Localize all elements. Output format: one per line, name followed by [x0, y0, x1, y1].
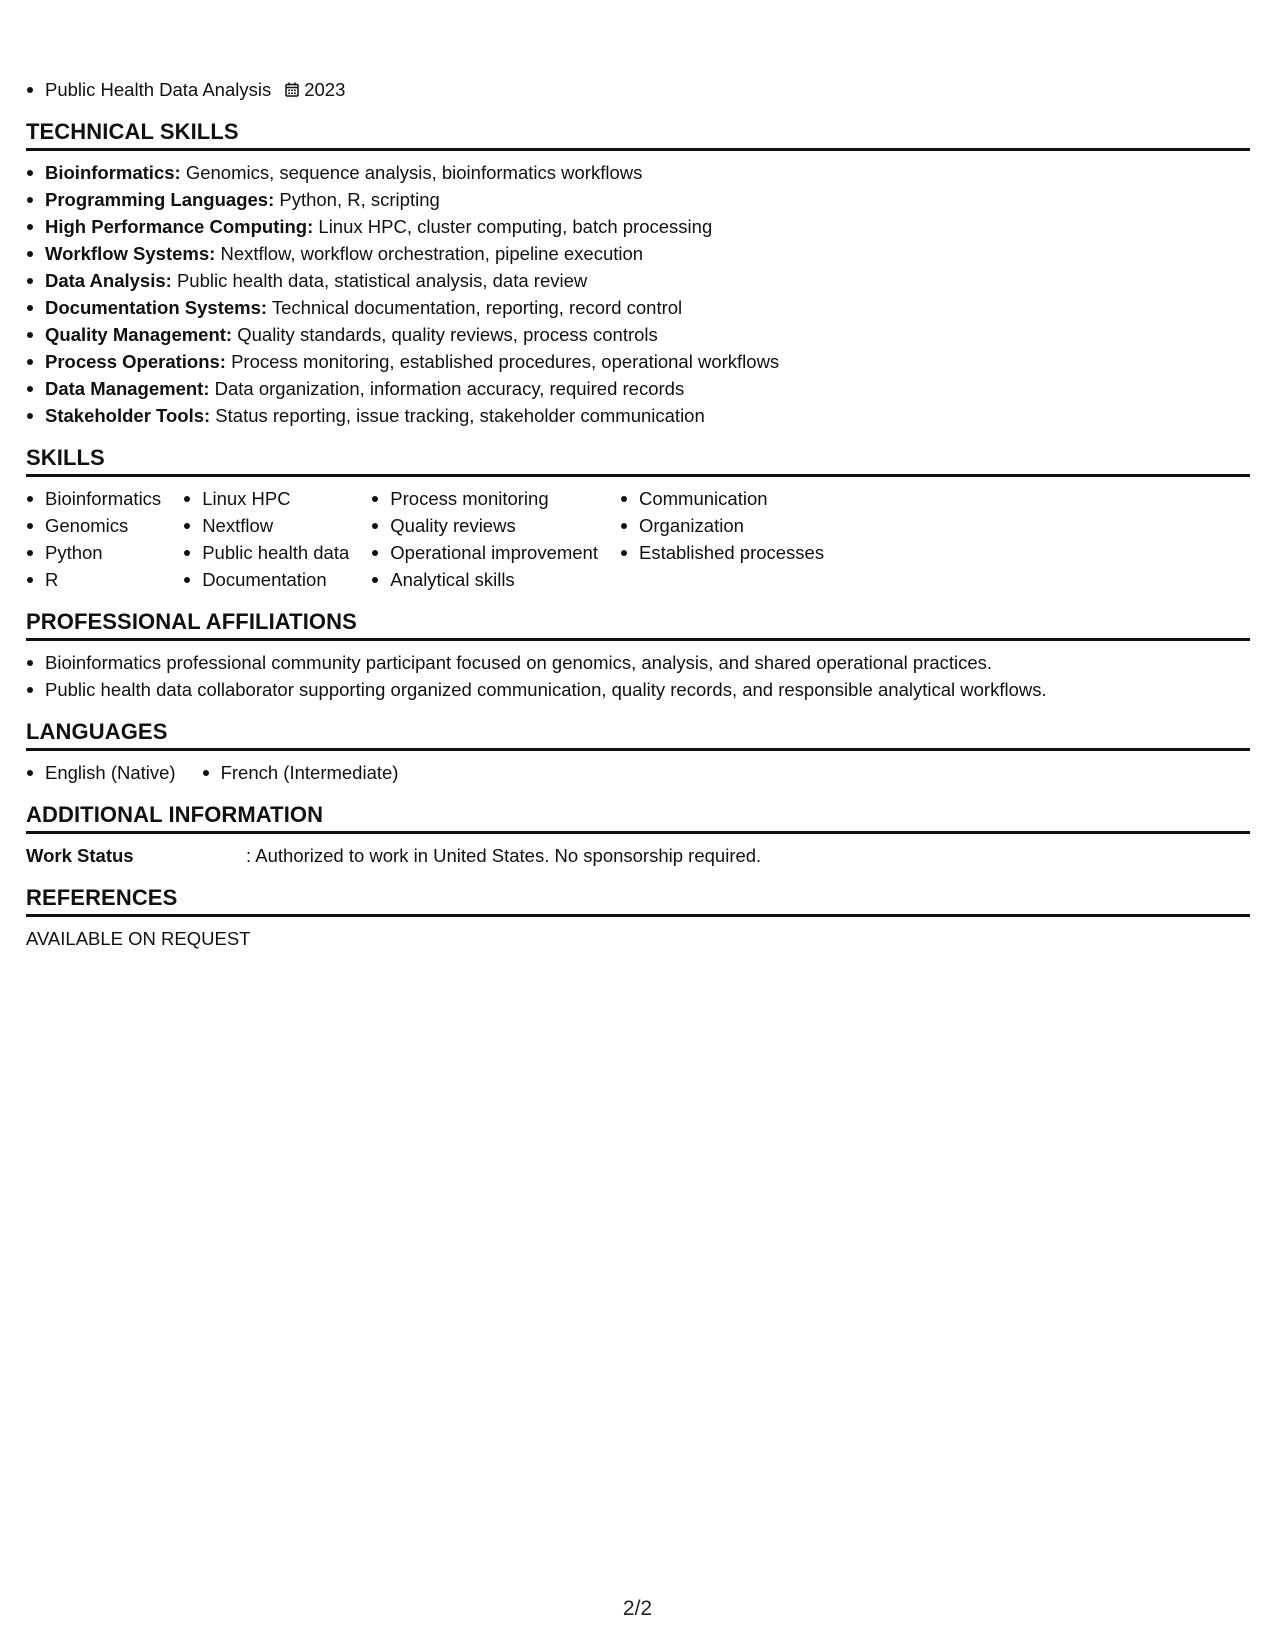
list-item: Organization	[620, 512, 824, 539]
section-title-skills: SKILLS	[26, 445, 1250, 477]
project-item	[26, 76, 1250, 103]
list-item: English (Native)	[26, 759, 176, 786]
list-item: Genomics	[26, 512, 161, 539]
affiliations-section	[26, 609, 1250, 703]
calendar-icon	[285, 82, 299, 97]
list-item: Quality reviews	[371, 512, 598, 539]
list-item: Documentation Systems: Technical documentation, reporting, record control	[26, 294, 1250, 321]
list-item: Established processes	[620, 539, 824, 566]
additional-info-section	[26, 802, 1250, 869]
list-item: Data Management: Data organization, information accuracy, required records	[26, 375, 1250, 402]
resume-page	[26, 76, 1250, 952]
section-title-languages: LANGUAGES	[26, 719, 1250, 751]
list-item: Programming Languages: Python, R, scripting	[26, 186, 1250, 213]
project-list	[26, 76, 1250, 103]
list-item: Bioinformatics professional community participant focused on genomics, analysis, and shared operational practices.	[26, 649, 1250, 676]
list-item: Linux HPC	[183, 485, 349, 512]
languages-section	[26, 719, 1250, 786]
project-name: Public Health Data Analysis	[45, 79, 272, 100]
work-status-value: : Authorized to work in United States. No sponsorship required.	[246, 845, 762, 866]
section-title-technical-skills: TECHNICAL SKILLS	[26, 119, 1250, 151]
languages-list	[26, 759, 1250, 786]
skills-column-4	[620, 485, 824, 593]
section-title-additional-info: ADDITIONAL INFORMATION	[26, 802, 1250, 834]
references-section	[26, 885, 1250, 952]
list-item: Python	[26, 539, 161, 566]
list-item: Bioinformatics: Genomics, sequence analysis, bioinformatics workflows	[26, 159, 1250, 186]
skills-section	[26, 445, 1250, 593]
list-item: Public health data	[183, 539, 349, 566]
technical-skills-section	[26, 119, 1250, 429]
list-item: Documentation	[183, 566, 349, 593]
list-item: Nextflow	[183, 512, 349, 539]
section-title-affiliations: PROFESSIONAL AFFILIATIONS	[26, 609, 1250, 641]
references-text: AVAILABLE ON REQUEST	[26, 928, 251, 949]
list-item: Process Operations: Process monitoring, established procedures, operational workflows	[26, 348, 1250, 375]
list-item: Communication	[620, 485, 824, 512]
work-status-row	[26, 842, 1250, 869]
list-item: Process monitoring	[371, 485, 598, 512]
list-item: High Performance Computing: Linux HPC, cluster computing, batch processing	[26, 213, 1250, 240]
skills-column-3	[371, 485, 598, 593]
list-item: Analytical skills	[371, 566, 598, 593]
list-item: Quality Management: Quality standards, quality reviews, process controls	[26, 321, 1250, 348]
work-status-label: Work Status	[26, 845, 134, 866]
list-item: Stakeholder Tools: Status reporting, issue tracking, stakeholder communication	[26, 402, 1250, 429]
skills-column-2	[183, 485, 349, 593]
affiliations-list	[26, 649, 1250, 703]
skills-column-1	[26, 485, 161, 593]
project-year: 2023	[304, 79, 346, 100]
list-item: Public health data collaborator supporting organized communication, quality records, and responsible analytical workflows.	[26, 676, 1250, 703]
list-item: R	[26, 566, 161, 593]
section-title-references: REFERENCES	[26, 885, 1250, 917]
list-item: French (Intermediate)	[202, 759, 399, 786]
page-number: 2/2	[622, 1597, 653, 1620]
list-item: Operational improvement	[371, 539, 598, 566]
list-item: Data Analysis: Public health data, statistical analysis, data review	[26, 267, 1250, 294]
skills-columns	[26, 485, 1250, 593]
list-item: Bioinformatics	[26, 485, 161, 512]
list-item: Workflow Systems: Nextflow, workflow orchestration, pipeline execution	[26, 240, 1250, 267]
technical-skills-list	[26, 159, 1250, 429]
